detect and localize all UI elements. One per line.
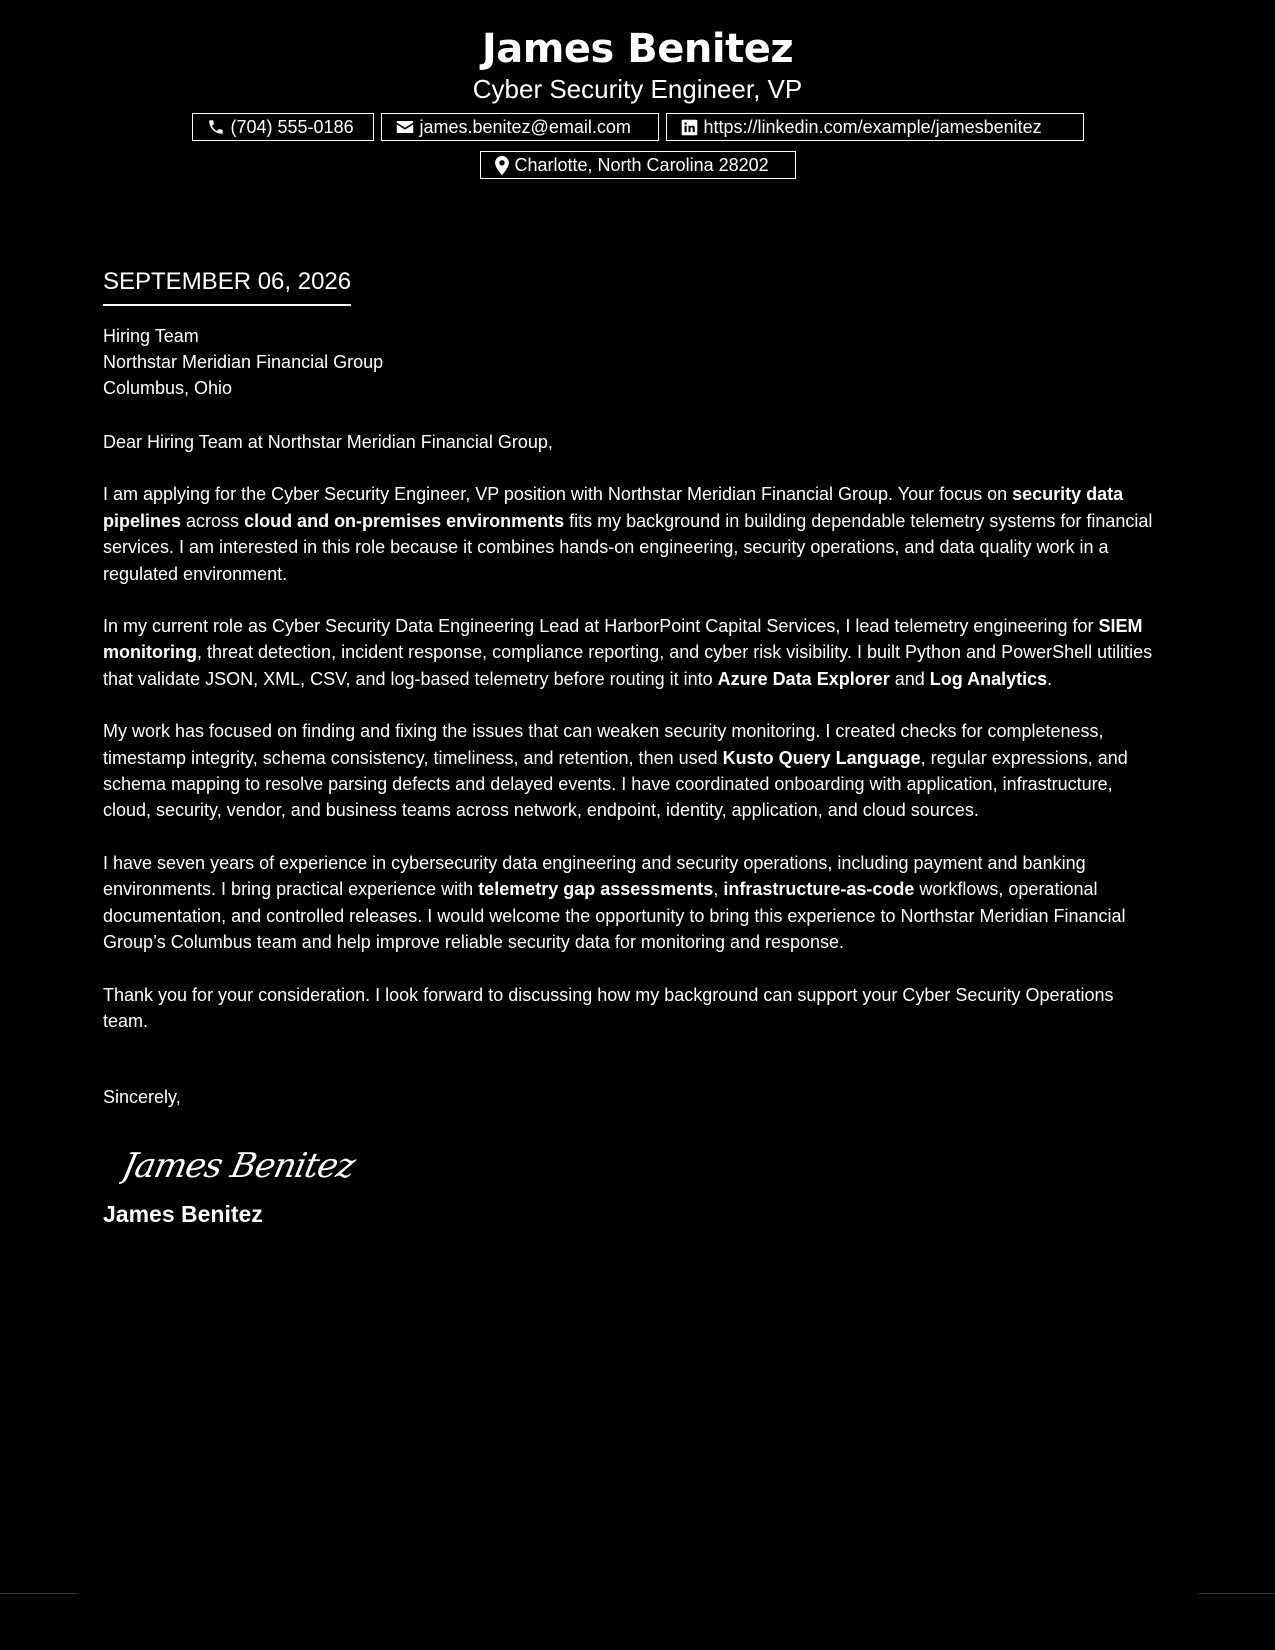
map-pin-icon (495, 156, 509, 175)
email-text: james.benitez@email.com (419, 116, 631, 137)
linkedin-text: https://linkedin.com/example/jamesbenitez (703, 116, 1042, 137)
signer-name: James Benitez (103, 1200, 263, 1227)
paragraph-text: , (713, 879, 724, 900)
letter-paragraphs (103, 481, 1163, 1034)
svg-text:James Benitez: James Benitez (119, 1146, 359, 1186)
salutation: Dear Hiring Team at Northstar Meridian Financial Group, (103, 432, 553, 452)
phone-text: (704) 555-0186 (230, 116, 354, 137)
paragraph-text: I have seven years of experience in cybersecurity data engineering and security operations, including payment and banking environments. I bring practical experience with (103, 852, 1086, 900)
emphasized-text: Azure Data Explorer (717, 668, 890, 689)
footer-divider (1198, 1593, 1275, 1594)
paragraph-text: My work has focused on finding and fixing the issues that can weaken security monitoring. I created checks for completeness, timestamp integrity, schema consistency, timeliness, and retention, then used (103, 721, 1104, 768)
paragraph-text: , regular expressions, and schema mapping to resolve parsing defects and delayed events. I have coordinated onboarding with application, infrastructure, cloud, security, vendor, and business teams across network, endpoint, identity, application, and cloud sources. (103, 747, 1128, 821)
emphasized-text: security data pipelines (103, 484, 1124, 531)
paragraph-text: I am applying for the Cyber Security Engineer, VP position with Northstar Meridian Financial Group. Your focus on (103, 484, 1013, 505)
letter-body (103, 266, 1163, 1229)
applicant-title: Cyber Security Engineer, VP (472, 74, 803, 104)
paragraph-text: across (181, 510, 245, 531)
email-chip[interactable] (381, 113, 659, 141)
emphasized-text: SIEM monitoring (103, 616, 1143, 663)
emphasized-text: cloud and on-premises environments (244, 510, 565, 531)
paragraph-text: fits my background in building dependable telemetry systems for financial services. I am interested in this role because it combines hands-on engineering, security operations, and data quality work in a regulated environment. (103, 510, 1153, 584)
location-row (0, 151, 1275, 179)
emphasized-text: Kusto Query Language (722, 747, 921, 768)
linkedin-chip[interactable] (666, 113, 1084, 141)
recipient-line: Hiring Team (103, 326, 199, 346)
paragraph-text: Thank you for your consideration. I look forward to discussing how my background can support your Cyber Security Operations team. (103, 984, 1114, 1031)
applicant-name: James Benitez (481, 26, 794, 72)
footer-divider (0, 1593, 77, 1594)
paragraph-text: workflows, operational documentation, and controlled releases. I would welcome the opportunity to bring this experience to Northstar Meridian Financial Group’s Columbus team and help improve reliable security data for monitoring and response. (103, 879, 1126, 953)
linkedin-icon (681, 119, 698, 136)
handwritten-signature (119, 1137, 1163, 1193)
phone-icon (207, 118, 225, 136)
emphasized-text: Log Analytics (929, 668, 1048, 689)
closing: Sincerely, (103, 1087, 181, 1108)
contact-row (0, 113, 1275, 141)
paragraph-text: . (1047, 668, 1053, 689)
body-paragraph (103, 982, 1163, 1035)
envelope-icon (396, 119, 414, 135)
emphasized-text: telemetry gap assessments (478, 879, 714, 900)
recipient-line: Columbus, Ohio (103, 378, 233, 398)
recipient-line: Northstar Meridian Financial Group (103, 352, 384, 372)
body-paragraph (103, 481, 1163, 587)
body-paragraph (103, 850, 1163, 956)
location-text: Charlotte, North Carolina 28202 (514, 154, 769, 175)
paragraph-text: and (889, 668, 930, 689)
phone-chip[interactable] (192, 113, 374, 141)
letter-date: SEPTEMBER 06, 2026 (103, 266, 351, 306)
recipient-block (103, 323, 1163, 401)
body-paragraph (103, 613, 1163, 692)
body-paragraph (103, 718, 1163, 824)
paragraph-text: In my current role as Cyber Security Data Engineering Lead at HarborPoint Capital Services, I lead telemetry engineering for (103, 616, 1099, 637)
emphasized-text: infrastructure-as-code (723, 879, 915, 900)
paragraph-text: , threat detection, incident response, compliance reporting, and cyber risk visibility. I built Python and PowerShell utilities that validate JSON, XML, CSV, and log-based telemetry before routing it into (103, 642, 1153, 689)
location-chip[interactable] (480, 151, 796, 179)
letter-header (0, 24, 1275, 104)
